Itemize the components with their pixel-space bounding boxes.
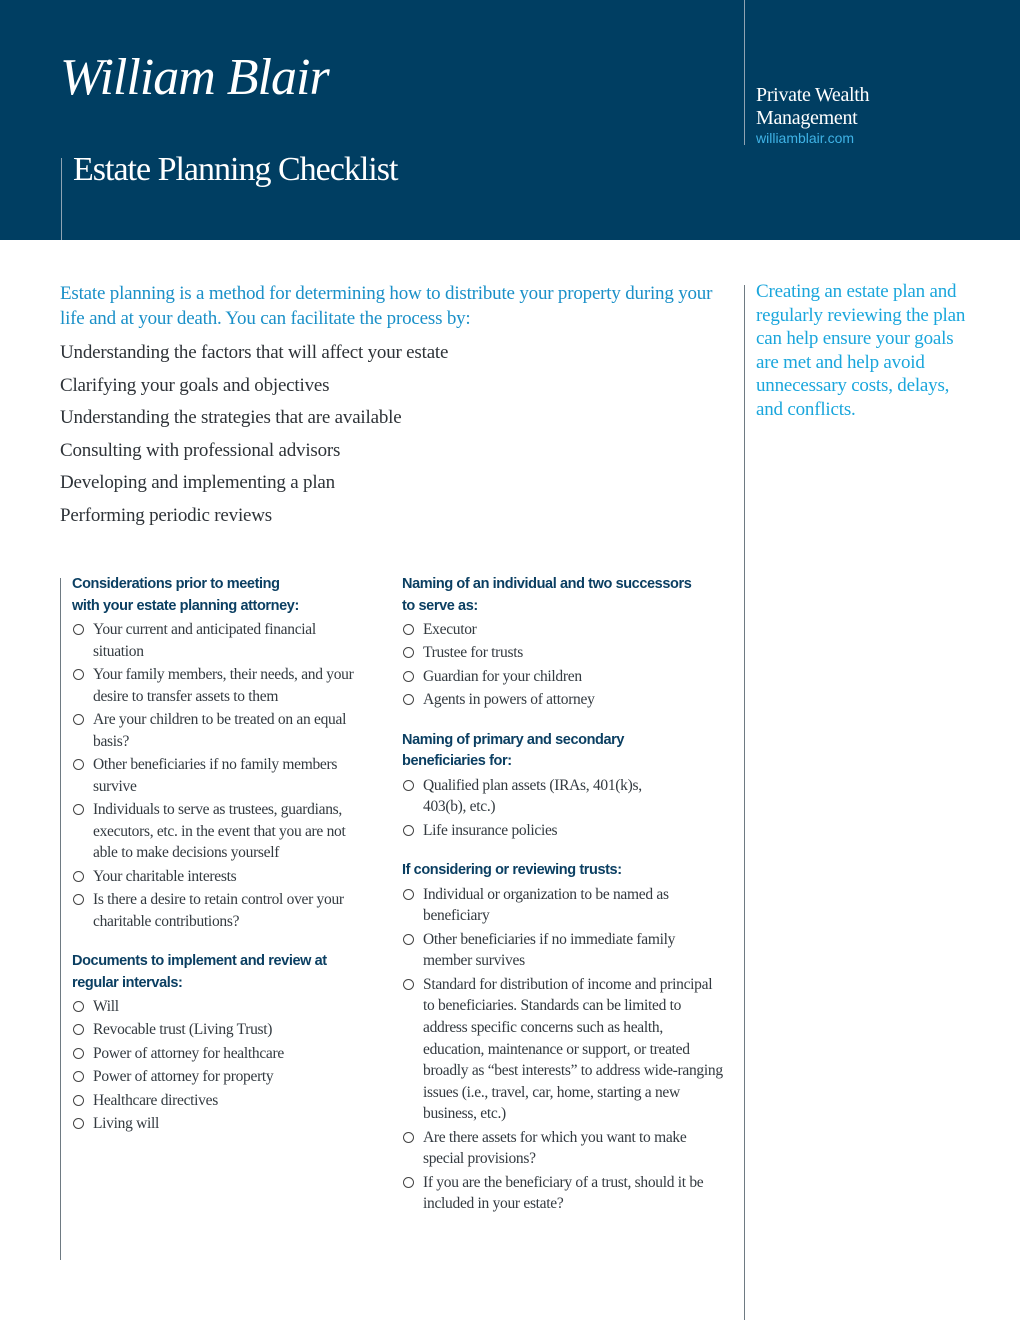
section-heading: [402, 730, 726, 773]
checklist-section: [402, 730, 726, 842]
website-link[interactable]: williamblair.com: [756, 130, 855, 146]
checklist-section: [402, 574, 726, 711]
step-item: Consulting with professional advisors: [60, 439, 341, 461]
radio-circle-icon[interactable]: [403, 624, 414, 635]
checklist-item[interactable]: Other beneficiaries if no family members survive: [72, 754, 364, 797]
left-checklist: [72, 574, 364, 1154]
radio-circle-icon[interactable]: [73, 1048, 84, 1059]
radio-circle-icon[interactable]: [73, 1001, 84, 1012]
heading-line: with your estate planning attorney:: [72, 597, 299, 614]
radio-circle-icon[interactable]: [403, 1177, 414, 1188]
radio-circle-icon[interactable]: [73, 871, 84, 882]
checklist-item[interactable]: Agents in powers of attorney: [402, 689, 726, 711]
brand-logo: William Blair: [60, 49, 329, 106]
sidebar-divider: [744, 285, 745, 1320]
checklist-item[interactable]: Standard for distribution of income and principal to beneficiaries. Standards can be limited to address specific concerns such as health, education, maintenance or support, or treated broadly as “best interests” to address wide-ranging issues (i.e., travel, car, home, starting a new business, etc.): [402, 974, 726, 1125]
tagline: [756, 84, 869, 130]
radio-circle-icon[interactable]: [73, 714, 84, 725]
checklist-item[interactable]: Qualified plan assets (IRAs, 401(k)s, 403(b), etc.): [402, 775, 726, 818]
checklist-item[interactable]: Healthcare directives: [72, 1090, 364, 1112]
checklist-divider: [60, 578, 61, 1260]
radio-circle-icon[interactable]: [73, 1095, 84, 1106]
tagline-line2: Management: [756, 107, 858, 129]
radio-circle-icon[interactable]: [73, 1071, 84, 1082]
radio-circle-icon[interactable]: [403, 889, 414, 900]
radio-circle-icon[interactable]: [403, 979, 414, 990]
step-item: Understanding the factors that will affect your estate: [60, 342, 449, 363]
heading-line: Documents to implement and review at: [72, 953, 327, 970]
radio-circle-icon[interactable]: [73, 669, 84, 680]
intro-lead: Estate planning is a method for determining how to distribute your property during your life and at your death. You can facilitate the process by:: [60, 283, 713, 329]
checklist-item[interactable]: Trustee for trusts: [402, 642, 726, 664]
checklist-item[interactable]: Your current and anticipated financial situation: [72, 619, 364, 662]
step-item: Clarifying your goals and objectives: [60, 374, 330, 396]
radio-circle-icon[interactable]: [403, 694, 414, 705]
section-heading: [402, 574, 726, 617]
radio-circle-icon[interactable]: [73, 1118, 84, 1129]
checklist-item[interactable]: Your charitable interests: [72, 866, 364, 888]
radio-circle-icon[interactable]: [73, 1024, 84, 1035]
right-divider: [744, 0, 745, 145]
heading-line: beneficiaries for:: [402, 753, 512, 770]
step-item: Performing periodic reviews: [60, 504, 272, 526]
step-item: Developing and implementing a plan: [60, 472, 335, 494]
checklist-section: [72, 951, 364, 1135]
heading-line: to serve as:: [402, 597, 478, 614]
checklist-item[interactable]: Are your children to be treated on an equal basis?: [72, 709, 364, 752]
radio-circle-icon[interactable]: [403, 934, 414, 945]
section-heading: [72, 951, 364, 994]
checklist-item[interactable]: Will: [72, 996, 364, 1018]
checklist-section: [72, 574, 364, 932]
radio-circle-icon[interactable]: [73, 804, 84, 815]
checklist-item[interactable]: Life insurance policies: [402, 820, 726, 842]
heading-line: Naming of an individual and two successors: [402, 576, 692, 592]
tagline-line1: Private Wealth: [756, 84, 870, 106]
checklist-item[interactable]: Is there a desire to retain control over your charitable contributions?: [72, 889, 364, 932]
heading-line: Considerations prior to meeting: [72, 576, 280, 592]
section-heading: [72, 574, 364, 617]
checklist-item[interactable]: Revocable trust (Living Trust): [72, 1019, 364, 1041]
process-steps: [60, 337, 448, 533]
checklist-item[interactable]: If you are the beneficiary of a trust, should it be included in your estate?: [402, 1172, 726, 1215]
checklist-item[interactable]: Individuals to serve as trustees, guardians, executors, etc. in the event that you are not able to make decisions yourself: [72, 799, 364, 864]
radio-circle-icon[interactable]: [403, 825, 414, 836]
section-heading: [402, 860, 726, 882]
radio-circle-icon[interactable]: [403, 647, 414, 658]
checklist-item[interactable]: Your family members, their needs, and your desire to transfer assets to them: [72, 664, 364, 707]
checklist-item[interactable]: Executor: [402, 619, 726, 641]
checklist-section: [402, 860, 726, 1215]
checklist-item[interactable]: Power of attorney for property: [72, 1066, 364, 1088]
checklist-item[interactable]: Other beneficiaries if no immediate family member survives: [402, 929, 726, 972]
heading-line: regular intervals:: [72, 974, 183, 991]
radio-circle-icon[interactable]: [403, 1132, 414, 1143]
checklist-item[interactable]: Guardian for your children: [402, 666, 726, 688]
checklist-item[interactable]: Power of attorney for healthcare: [72, 1043, 364, 1065]
page-title: Estate Planning Checklist: [73, 151, 398, 188]
radio-circle-icon[interactable]: [73, 894, 84, 905]
radio-circle-icon[interactable]: [403, 780, 414, 791]
sidebar-quote: Creating an estate plan and regularly reviewing the plan can help ensure your goals are met and help avoid unnecessary costs, delays, and conflicts.: [756, 281, 966, 420]
heading-line: Naming of primary and secondary: [402, 731, 625, 748]
radio-circle-icon[interactable]: [73, 759, 84, 770]
radio-circle-icon[interactable]: [403, 671, 414, 682]
radio-circle-icon[interactable]: [73, 624, 84, 635]
checklist-item[interactable]: Are there assets for which you want to make special provisions?: [402, 1127, 726, 1170]
header-divider: [61, 158, 62, 240]
right-checklist: [402, 574, 726, 1234]
checklist-item[interactable]: Individual or organization to be named as beneficiary: [402, 884, 726, 927]
checklist-item[interactable]: Living will: [72, 1113, 364, 1135]
step-item: Understanding the strategies that are available: [60, 407, 402, 429]
heading-line: If considering or reviewing trusts:: [402, 862, 622, 879]
